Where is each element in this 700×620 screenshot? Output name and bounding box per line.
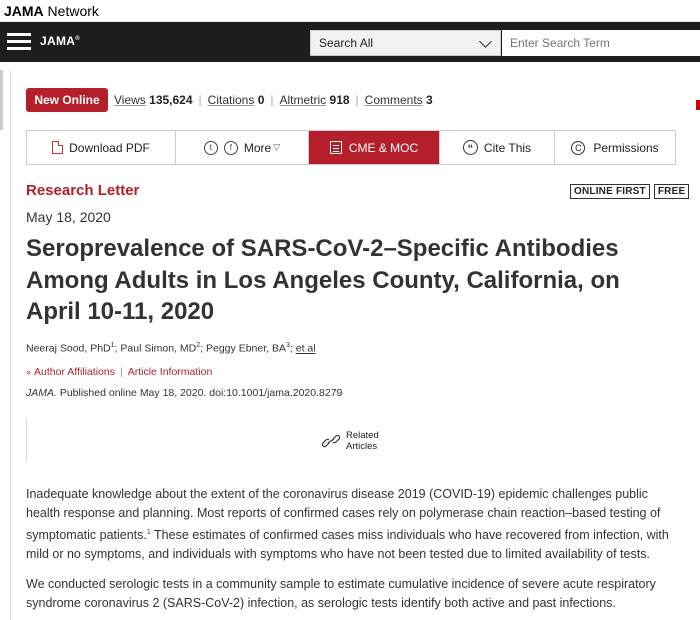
views-link[interactable]: Views — [114, 93, 146, 107]
chevron-right-icon: » — [26, 367, 32, 377]
search-scope-label: Search All — [319, 36, 374, 50]
more-share-button[interactable]: t f More ▽ — [176, 131, 309, 164]
related-articles-button[interactable]: Related Articles — [322, 430, 379, 452]
author-link[interactable]: Neeraj Sood, PhD — [26, 342, 111, 355]
citations-count: 0 — [257, 93, 265, 107]
online-first-tag: ONLINE FIRST — [570, 184, 650, 199]
publication-date: May 18, 2020 — [26, 209, 111, 225]
article-information-link[interactable]: Article Information — [127, 366, 213, 378]
article-type: Research Letter — [26, 182, 140, 199]
citations-link[interactable]: Citations — [207, 93, 255, 107]
author-affiliations-link[interactable]: Author Affiliations — [34, 366, 115, 378]
network-bar — [0, 0, 700, 22]
permissions-button[interactable]: C Permissions — [555, 131, 675, 164]
search-scope-select[interactable] — [310, 30, 501, 56]
article-paragraph: Inadequate knowledge about the extent of the coronavirus disease 2019 (COVID-19) epidemic challenges public health response and planning. Most reports of confirmed cases rely on polymerase chain reaction–based testing of symptomatic patients.$^1$ These estimates of confirmed cases miss individuals who have recovered from infection, with mild or no symptoms, and individuals with symptoms who have not been tested due to limited availability of tests. — [26, 487, 669, 562]
menu-icon[interactable] — [7, 33, 31, 51]
citation-line: JAMA. Published online May 18, 2020. doi:10.1001/jama.2020.8279 — [26, 387, 343, 399]
article-title: Seroprevalence of SARS-CoV-2–Specific Antibodies Among Adults in Los Angeles County, California, on April 10-11, 2020 — [26, 235, 620, 325]
side-marker — [696, 100, 700, 110]
free-tag: FREE — [654, 184, 689, 199]
reference-link[interactable]: 1 — [146, 529, 151, 536]
author-link[interactable]: Peggy Ebner, BA — [206, 342, 286, 355]
cite-this-button[interactable]: “ Cite This — [440, 131, 555, 164]
checklist-icon — [330, 141, 342, 154]
comments-count: 3 — [426, 93, 433, 107]
article-paragraph: We conducted serologic tests in a community sample to estimate cumulative incidence of severe acute respiratory syndrome coronavirus 2 (SARS-CoV-2) infection, as serologic tests identify both active and past infections. — [26, 577, 656, 610]
caret-down-icon: ▽ — [273, 142, 281, 152]
views-count: 135,624 — [149, 93, 193, 107]
download-pdf-button[interactable]: Download PDF — [27, 131, 176, 164]
chevron-down-icon — [479, 35, 492, 48]
cme-moc-button[interactable]: CME & MOC — [309, 131, 440, 164]
author-link[interactable]: Paul Simon, MD — [120, 342, 197, 355]
site-header — [0, 22, 700, 62]
new-online-badge: New Online — [26, 88, 108, 112]
article-toolbar — [26, 130, 676, 165]
search-input[interactable] — [502, 30, 700, 56]
quote-icon: “ — [463, 140, 478, 155]
jama-logo[interactable]: JAMA® — [40, 34, 80, 48]
article-info-links: » Author Affiliations | Article Information — [26, 366, 213, 378]
jama-network-logo[interactable]: JAMA Network — [4, 3, 99, 19]
facebook-icon[interactable]: f — [224, 141, 238, 155]
link-icon — [322, 434, 340, 448]
altmetric-link[interactable]: Altmetric — [279, 93, 327, 107]
altmetric-score: 918 — [329, 93, 350, 107]
content-divider — [10, 70, 11, 620]
pdf-icon — [52, 141, 63, 154]
et-al-link[interactable]: et al — [295, 342, 316, 355]
scrollbar[interactable] — [0, 70, 3, 130]
article-tags — [570, 184, 689, 199]
twitter-icon[interactable]: t — [204, 141, 218, 155]
comments-link[interactable]: Comments — [364, 93, 423, 107]
copyright-icon: C — [571, 141, 585, 155]
author-list: Neeraj Sood, PhD$^1$; Paul Simon, $MD^2$; Peggy Ebner, $BA^3$; et al — [26, 342, 316, 355]
